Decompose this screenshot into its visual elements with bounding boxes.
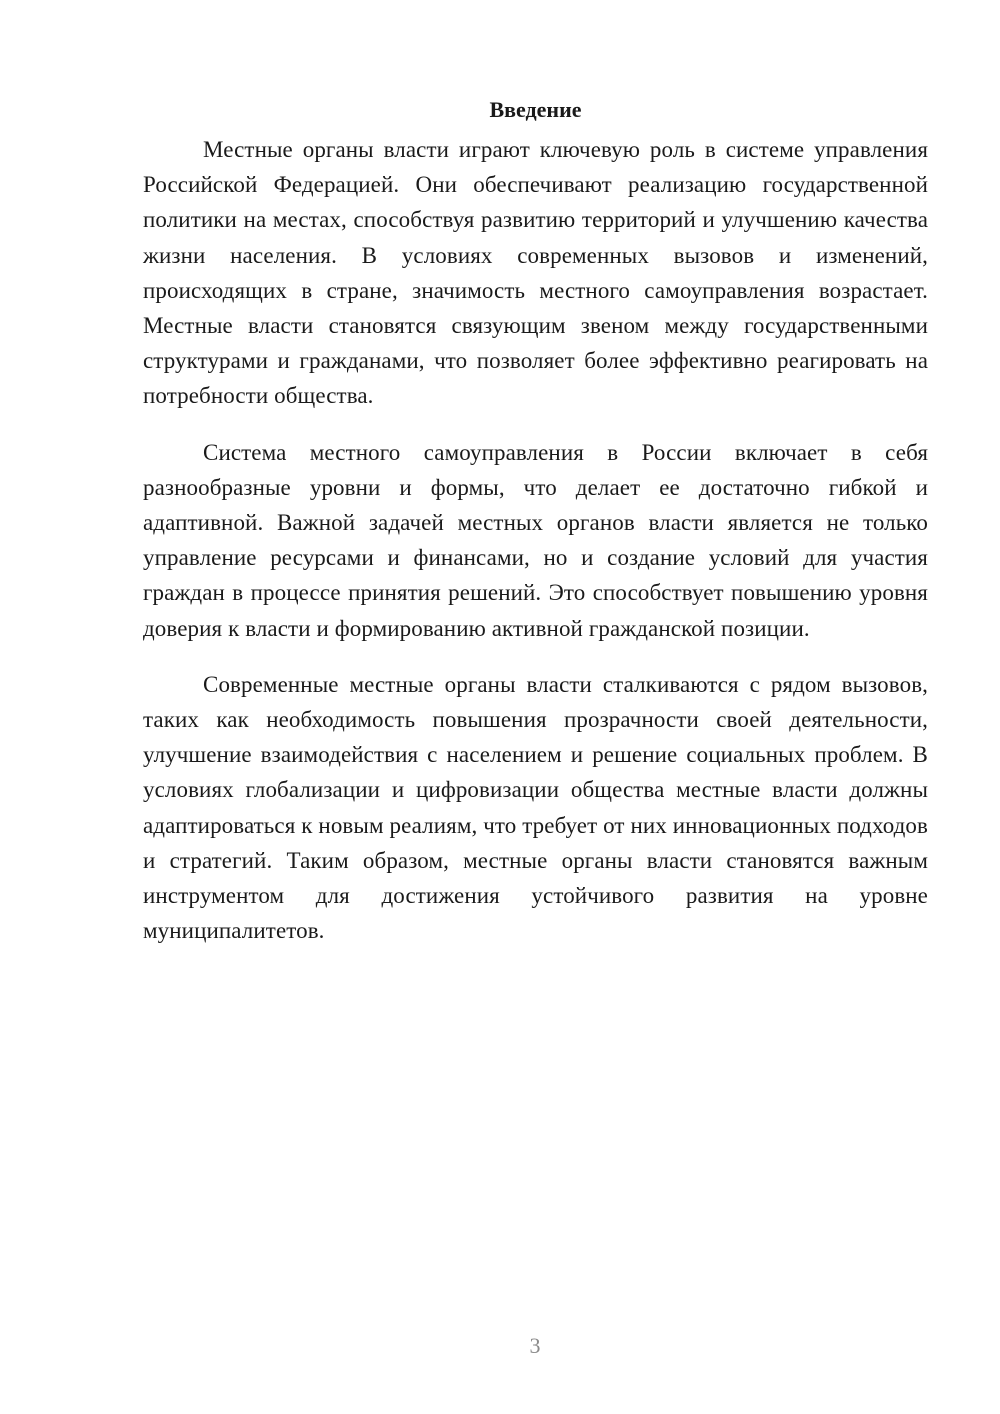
paragraph-1: Местные органы власти играют ключевую роль в системе управления Российской Федерацией. Они обеспечивают реализацию государственной политики на местах, способствуя развитию территорий и улучшению качества жизни населения. В условиях современных вызовов и изменений, происходящих в стране, значимость местного самоуправления возрастает. Местные власти становятся связующим звеном между государственными структурами и гражданами, что позволяет более эффективно реагировать на потребности общества. [143, 137, 928, 409]
document-page [143, 92, 928, 969]
section-heading: Введение [489, 97, 582, 122]
paragraph-2: Система местного самоуправления в России включает в себя разнообразные уровни и формы, что делает ее достаточно гибкой и адаптивной. Важной задачей местных органов власти является не только управление ресурсами и финансами, но и создание условий для участия граждан в процессе принятия решений. Это способствует повышению уровня доверия к власти и формированию активной гражданской позиции. [143, 439, 928, 641]
paragraph-3: Современные местные органы власти сталкиваются с рядом вызовов, таких как необходимость повышения прозрачности своей деятельности, улучшение взаимодействия с населением и решение социальных проблем. В условиях глобализации и цифровизации общества местные власти должны адаптироваться к новым реалиям, что требует от них инновационных подходов и стратегий. Таким образом, местные органы власти становятся важным инструментом для достижения устойчивого развития на уровне муниципалитетов. [143, 671, 928, 944]
page-number: 3 [529, 1333, 541, 1358]
